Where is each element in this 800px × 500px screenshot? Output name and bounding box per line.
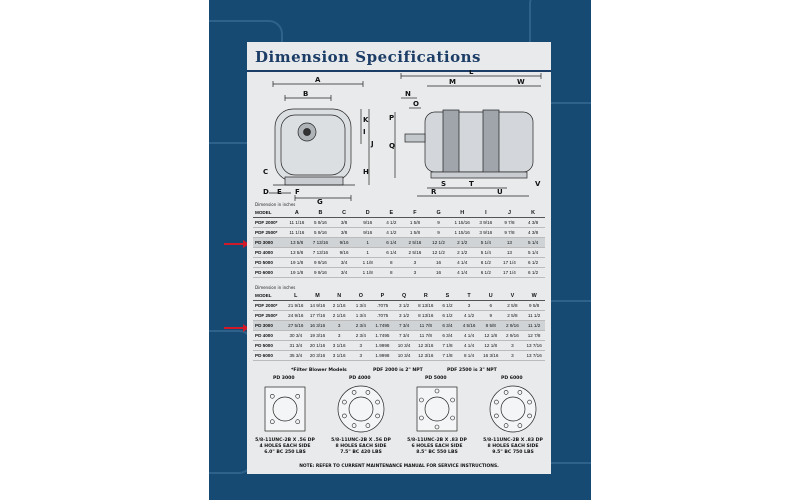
table-cell: 19 1/8 — [285, 268, 309, 278]
table-cell: 12 1/8 — [480, 341, 502, 351]
table-cell: 3 1/2 — [393, 301, 415, 311]
table-cell: 3 9/16 — [474, 218, 498, 228]
table-cell: 3/4 — [332, 258, 356, 268]
table-row — [253, 301, 545, 311]
table-cell: 6 1/2 — [437, 311, 459, 321]
table-cell: 1 5/8 — [403, 228, 427, 238]
flange-caption-line: 4 HOLES EACH SIDE — [259, 444, 311, 449]
filter-blower-note: *Filter Blower Models — [291, 368, 347, 373]
table-row — [253, 218, 545, 228]
table-cell: 7 13/16 — [309, 238, 333, 248]
table-cell: 9 9/16 — [309, 258, 333, 268]
table-row — [253, 228, 545, 238]
model-cell: PD 5000 — [253, 341, 285, 351]
dim-label-E: E — [277, 188, 282, 196]
table-cell: 1.9998 — [372, 351, 394, 361]
dim-label-N: N — [405, 90, 411, 98]
table-cell: 6 1/2 — [474, 268, 498, 278]
table-row — [253, 258, 545, 268]
table-cell: 1 15/16 — [450, 228, 474, 238]
table-cell: 3/8 — [332, 228, 356, 238]
column-header: J — [498, 208, 522, 218]
table-cell: 16 3/16 — [307, 321, 329, 331]
column-header: V — [502, 291, 524, 301]
table-cell: 1 1/8 — [356, 258, 380, 268]
table-cell: 1 3/4 — [350, 301, 372, 311]
table-cell: 9/16 — [356, 218, 380, 228]
flange-caption-line: 8.5" BC 550 LBS — [416, 450, 458, 455]
table-cell: 4 1/4 — [450, 268, 474, 278]
table-row — [253, 341, 545, 351]
table-cell: 3 — [328, 321, 350, 331]
table-cell: 1 5/8 — [403, 218, 427, 228]
flange-caption-line: 9.5" BC 750 LBS — [492, 450, 534, 455]
table-cell: 4 1/2 — [380, 218, 404, 228]
column-header: U — [480, 291, 502, 301]
table-cell: 4 3/8 — [521, 218, 545, 228]
dim-label-M: M — [449, 78, 456, 86]
table-cell: 8 13/16 — [415, 311, 437, 321]
table-cell: 2 5/16 — [403, 238, 427, 248]
table-cell: 3 — [328, 331, 350, 341]
column-header: E — [380, 208, 404, 218]
table-cell: 16 — [427, 268, 451, 278]
table-cell: 1.7495 — [372, 321, 394, 331]
column-header: P — [372, 291, 394, 301]
dim-label-Q: Q — [389, 142, 395, 150]
table-cell: 11 1/2 — [523, 321, 545, 331]
model-cell: PD 6000 — [253, 351, 285, 361]
table-cell: 19 3/16 — [307, 331, 329, 341]
dim-label-V: V — [535, 180, 541, 188]
table-cell: 6 1/2 — [521, 258, 545, 268]
table-cell: 3 — [350, 351, 372, 361]
table-cell: 3 — [403, 268, 427, 278]
table-cell: 3 — [403, 258, 427, 268]
table-cell: 6 1/2 — [474, 258, 498, 268]
table-header-row — [253, 291, 545, 301]
column-header: MODEL — [253, 291, 285, 301]
column-header: K — [521, 208, 545, 218]
table-row — [253, 311, 545, 321]
dims-note-2: Dimension in inches — [255, 285, 296, 290]
table-cell: 12 1/8 — [480, 331, 502, 341]
flange-drawing — [485, 383, 541, 435]
table-cell: 21 9/16 — [285, 301, 307, 311]
table-cell: 2 1/16 — [328, 301, 350, 311]
table-cell: 11 1/2 — [523, 311, 545, 321]
table-cell: 12 3/16 — [415, 351, 437, 361]
dims-note-1: Dimension in inches — [255, 202, 296, 207]
flange-caption-line: 6 HOLES EACH SIDE — [411, 444, 463, 449]
table-cell: 2 3/4 — [350, 321, 372, 331]
table-row — [253, 238, 545, 248]
flange-drawing — [409, 383, 465, 435]
column-header: H — [450, 208, 474, 218]
table-cell: 3 — [502, 341, 524, 351]
dim-label-R: R — [431, 188, 437, 196]
flange-caption-line: 8 HOLES EACH SIDE — [335, 444, 387, 449]
model-cell: PD 4000 — [253, 248, 285, 258]
table-cell: 5 9/16 — [309, 218, 333, 228]
table-cell: 2 3/4 — [350, 331, 372, 341]
flange-model-label: PD 3000 — [273, 376, 295, 381]
table-cell: 17 1/4 — [498, 268, 522, 278]
table-cell: 11 7/8 — [415, 331, 437, 341]
dim-label-T: T — [469, 180, 474, 188]
table-cell: 12 7/8 — [523, 331, 545, 341]
table-cell: 9 — [480, 311, 502, 321]
table-cell: 31 3/4 — [285, 341, 307, 351]
column-header: S — [437, 291, 459, 301]
flange-caption-line: 5/8-11UNC-2B X .56 DP — [331, 438, 391, 443]
dim-label-I: I — [363, 128, 366, 136]
table-cell: 8 — [380, 268, 404, 278]
table-cell: 9 5/8 — [523, 301, 545, 311]
table-cell: 3 1/16 — [328, 351, 350, 361]
table-cell: 4 1/2 — [380, 228, 404, 238]
table-cell: 5 9/16 — [309, 228, 333, 238]
model-cell: PD 3000 — [253, 321, 285, 331]
table-cell: 12 3/16 — [415, 341, 437, 351]
table-cell: 3 — [350, 341, 372, 351]
flange-drawing — [333, 383, 389, 435]
page-title: Dimension Specifications — [255, 48, 481, 66]
table-cell: 11 1/16 — [285, 218, 309, 228]
table-cell: 3 9/16 — [474, 228, 498, 238]
table-cell: 2 5/8 — [502, 301, 524, 311]
dim-label-G: G — [317, 198, 323, 204]
table-cell: 3 — [458, 301, 480, 311]
model-cell: PDF 2500* — [253, 311, 285, 321]
column-header: F — [403, 208, 427, 218]
column-header: L — [285, 291, 307, 301]
table-cell: 9 — [427, 218, 451, 228]
table-cell: 13 — [498, 248, 522, 258]
table-cell: 1 — [356, 248, 380, 258]
table-cell: 16 3/16 — [480, 351, 502, 361]
table-row — [253, 351, 545, 361]
table-cell: 9 — [427, 228, 451, 238]
table-cell: 5 1/4 — [521, 248, 545, 258]
table-cell: .7075 — [372, 311, 394, 321]
table-cell: 4 1/4 — [458, 331, 480, 341]
table-cell: 1.9998 — [372, 341, 394, 351]
table-cell: 6 3/4 — [437, 321, 459, 331]
table-cell: 2 1/16 — [328, 311, 350, 321]
arrow-row-pd3000-table2 — [224, 327, 244, 329]
table-cell: 8 — [380, 258, 404, 268]
table-cell: 6 1/2 — [521, 268, 545, 278]
table-cell: 16 — [427, 258, 451, 268]
table-cell: .7075 — [372, 301, 394, 311]
table-cell: 30 3/4 — [285, 331, 307, 341]
column-header: C — [332, 208, 356, 218]
dim-label-F: F — [295, 188, 300, 196]
dim-label-C: C — [263, 168, 269, 176]
column-header: W — [523, 291, 545, 301]
table-cell: 13 7/16 — [523, 341, 545, 351]
table-row — [253, 331, 545, 341]
column-header: N — [328, 291, 350, 301]
table-cell: 24 9/16 — [285, 311, 307, 321]
arrow-row-pd3000-table1 — [224, 243, 244, 245]
table-cell: 8 5/8 — [480, 321, 502, 331]
table-cell: 8 1/4 — [458, 351, 480, 361]
table-cell: 6 1/4 — [380, 248, 404, 258]
table-cell: 2 5/16 — [403, 248, 427, 258]
table-cell: 7 3/4 — [393, 321, 415, 331]
dimension-table-a-k — [253, 208, 545, 278]
table-cell: 5 1/4 — [521, 238, 545, 248]
dim-label-W: W — [517, 78, 525, 86]
column-header: MODEL — [253, 208, 285, 218]
table-cell: 1.7495 — [372, 331, 394, 341]
table-cell: 20 1/16 — [307, 341, 329, 351]
column-header: B — [309, 208, 333, 218]
table-cell: 1 3/4 — [350, 311, 372, 321]
table-cell: 19 1/8 — [285, 258, 309, 268]
dim-label-P: P — [389, 114, 395, 122]
table-cell: 9 9/16 — [309, 268, 333, 278]
column-header: Q — [393, 291, 415, 301]
table-cell: 1 — [356, 238, 380, 248]
model-cell: PD 4000 — [253, 331, 285, 341]
table-cell: 12 1/2 — [427, 248, 451, 258]
table-cell: 4 1/2 — [458, 311, 480, 321]
dim-label-S: S — [441, 180, 447, 188]
table-cell: 6 1/2 — [437, 301, 459, 311]
flange-caption-line: 5/8-11UNC-2B X .83 DP — [407, 438, 467, 443]
table-cell: 4 1/4 — [450, 258, 474, 268]
table-cell: 5 1/4 — [474, 238, 498, 248]
table-cell: 9/16 — [356, 228, 380, 238]
table-cell: 3 — [502, 351, 524, 361]
table-cell: 13 7/16 — [523, 351, 545, 361]
table-cell: 9 7/8 — [498, 228, 522, 238]
dim-label-B: B — [303, 90, 309, 98]
table-cell: 6 — [480, 301, 502, 311]
front-view-drawing — [251, 74, 381, 204]
table-cell: 6 3/4 — [437, 331, 459, 341]
column-header: M — [307, 291, 329, 301]
flange-caption-line: 7.5" BC 420 LBS — [340, 450, 382, 455]
table-cell: 7 1/8 — [437, 351, 459, 361]
table-cell: 9/16 — [332, 248, 356, 258]
flange-outline — [265, 387, 305, 431]
dim-label-J: J — [371, 140, 374, 148]
table-cell: 2 9/16 — [502, 331, 524, 341]
dim-label-U: U — [497, 188, 503, 196]
table-cell: 4 5/16 — [458, 321, 480, 331]
table-cell: 20 3/16 — [307, 351, 329, 361]
table-cell: 3 1/2 — [393, 311, 415, 321]
model-cell: PDF 2000* — [253, 301, 285, 311]
side-view-drawing — [387, 70, 547, 200]
table-cell: 7 3/4 — [393, 331, 415, 341]
table-cell: 3/4 — [332, 268, 356, 278]
table-cell: 10 3/4 — [393, 351, 415, 361]
column-header: A — [285, 208, 309, 218]
table-cell: 7 1/8 — [437, 341, 459, 351]
dim-label-A: A — [315, 76, 321, 84]
table-cell: 35 3/4 — [285, 351, 307, 361]
table-cell: 1 15/16 — [450, 218, 474, 228]
table-cell: 10 3/4 — [393, 341, 415, 351]
dimension-table-l-w — [253, 291, 545, 361]
model-cell: PDF 2500* — [253, 228, 285, 238]
table-cell: 3/8 — [332, 218, 356, 228]
flange-outline — [338, 386, 384, 432]
dim-label-L: L — [469, 70, 474, 76]
flange-caption — [249, 438, 321, 456]
flange-caption-line: 6.0" BC 250 LBS — [264, 450, 306, 455]
column-header: I — [474, 208, 498, 218]
table-cell: 13 5/8 — [285, 248, 309, 258]
table-cell: 13 — [498, 238, 522, 248]
column-header: D — [356, 208, 380, 218]
column-header: O — [350, 291, 372, 301]
column-header: T — [458, 291, 480, 301]
dim-label-D: D — [263, 188, 269, 196]
model-cell: PD 3000 — [253, 238, 285, 248]
table-row — [253, 248, 545, 258]
table-row — [253, 321, 545, 331]
table-cell: 13 5/8 — [285, 238, 309, 248]
flange-drawing — [257, 383, 313, 435]
flange-caption-line: 5/8-11UNC-2B X .83 DP — [483, 438, 543, 443]
spec-sheet — [247, 42, 551, 474]
flange-model-label: PD 5000 — [425, 376, 447, 381]
model-cell: PDF 2000* — [253, 218, 285, 228]
flange-caption-line: 5/8-11UNC-2B X .56 DP — [255, 438, 315, 443]
table-cell: 2 1/2 — [450, 238, 474, 248]
table-cell: 27 5/16 — [285, 321, 307, 331]
flange-outline — [490, 386, 536, 432]
table-cell: 2 9/16 — [502, 321, 524, 331]
table-cell: 11 7/8 — [415, 321, 437, 331]
table-cell: 6 1/4 — [380, 238, 404, 248]
column-header: R — [415, 291, 437, 301]
table-cell: 5 1/4 — [474, 248, 498, 258]
flange-caption — [477, 438, 549, 456]
table-cell: 4 3/8 — [521, 228, 545, 238]
flange-caption-line: 8 HOLES EACH SIDE — [487, 444, 539, 449]
table-cell: 2 1/2 — [450, 248, 474, 258]
flange-caption — [401, 438, 473, 456]
table-row — [253, 268, 545, 278]
table-cell: 2 5/8 — [502, 311, 524, 321]
dim-label-O: O — [413, 100, 419, 108]
dim-label-H: H — [363, 168, 369, 176]
dim-label-K: K — [363, 116, 369, 124]
npt-note-2000: PDF 2000 is 2" NPT — [373, 368, 423, 373]
table-cell: 8 13/16 — [415, 301, 437, 311]
table-cell: 11 1/16 — [285, 228, 309, 238]
table-cell: 12 1/2 — [427, 238, 451, 248]
table-cell: 7 13/16 — [309, 248, 333, 258]
model-cell: PD 6000 — [253, 268, 285, 278]
maintenance-note: NOTE: REFER TO CURRENT MAINTENANCE MANUAL FOR SERVICE INSTRUCTIONS. — [299, 464, 499, 469]
table-cell: 3 1/16 — [328, 341, 350, 351]
npt-note-2500: PDF 2500 is 3" NPT — [447, 368, 497, 373]
table-cell: 14 9/16 — [307, 301, 329, 311]
table-cell: 17 7/16 — [307, 311, 329, 321]
table-header-row — [253, 208, 545, 218]
flange-model-label: PD 4000 — [349, 376, 371, 381]
model-cell: PD 5000 — [253, 258, 285, 268]
flange-caption — [325, 438, 397, 456]
table-cell: 9 7/8 — [498, 218, 522, 228]
table-cell: 1 1/8 — [356, 268, 380, 278]
table-cell: 4 1/4 — [458, 341, 480, 351]
flange-outline — [417, 387, 457, 431]
table-cell: 9/16 — [332, 238, 356, 248]
table-cell: 17 1/4 — [498, 258, 522, 268]
column-header: G — [427, 208, 451, 218]
flange-model-label: PD 6000 — [501, 376, 523, 381]
